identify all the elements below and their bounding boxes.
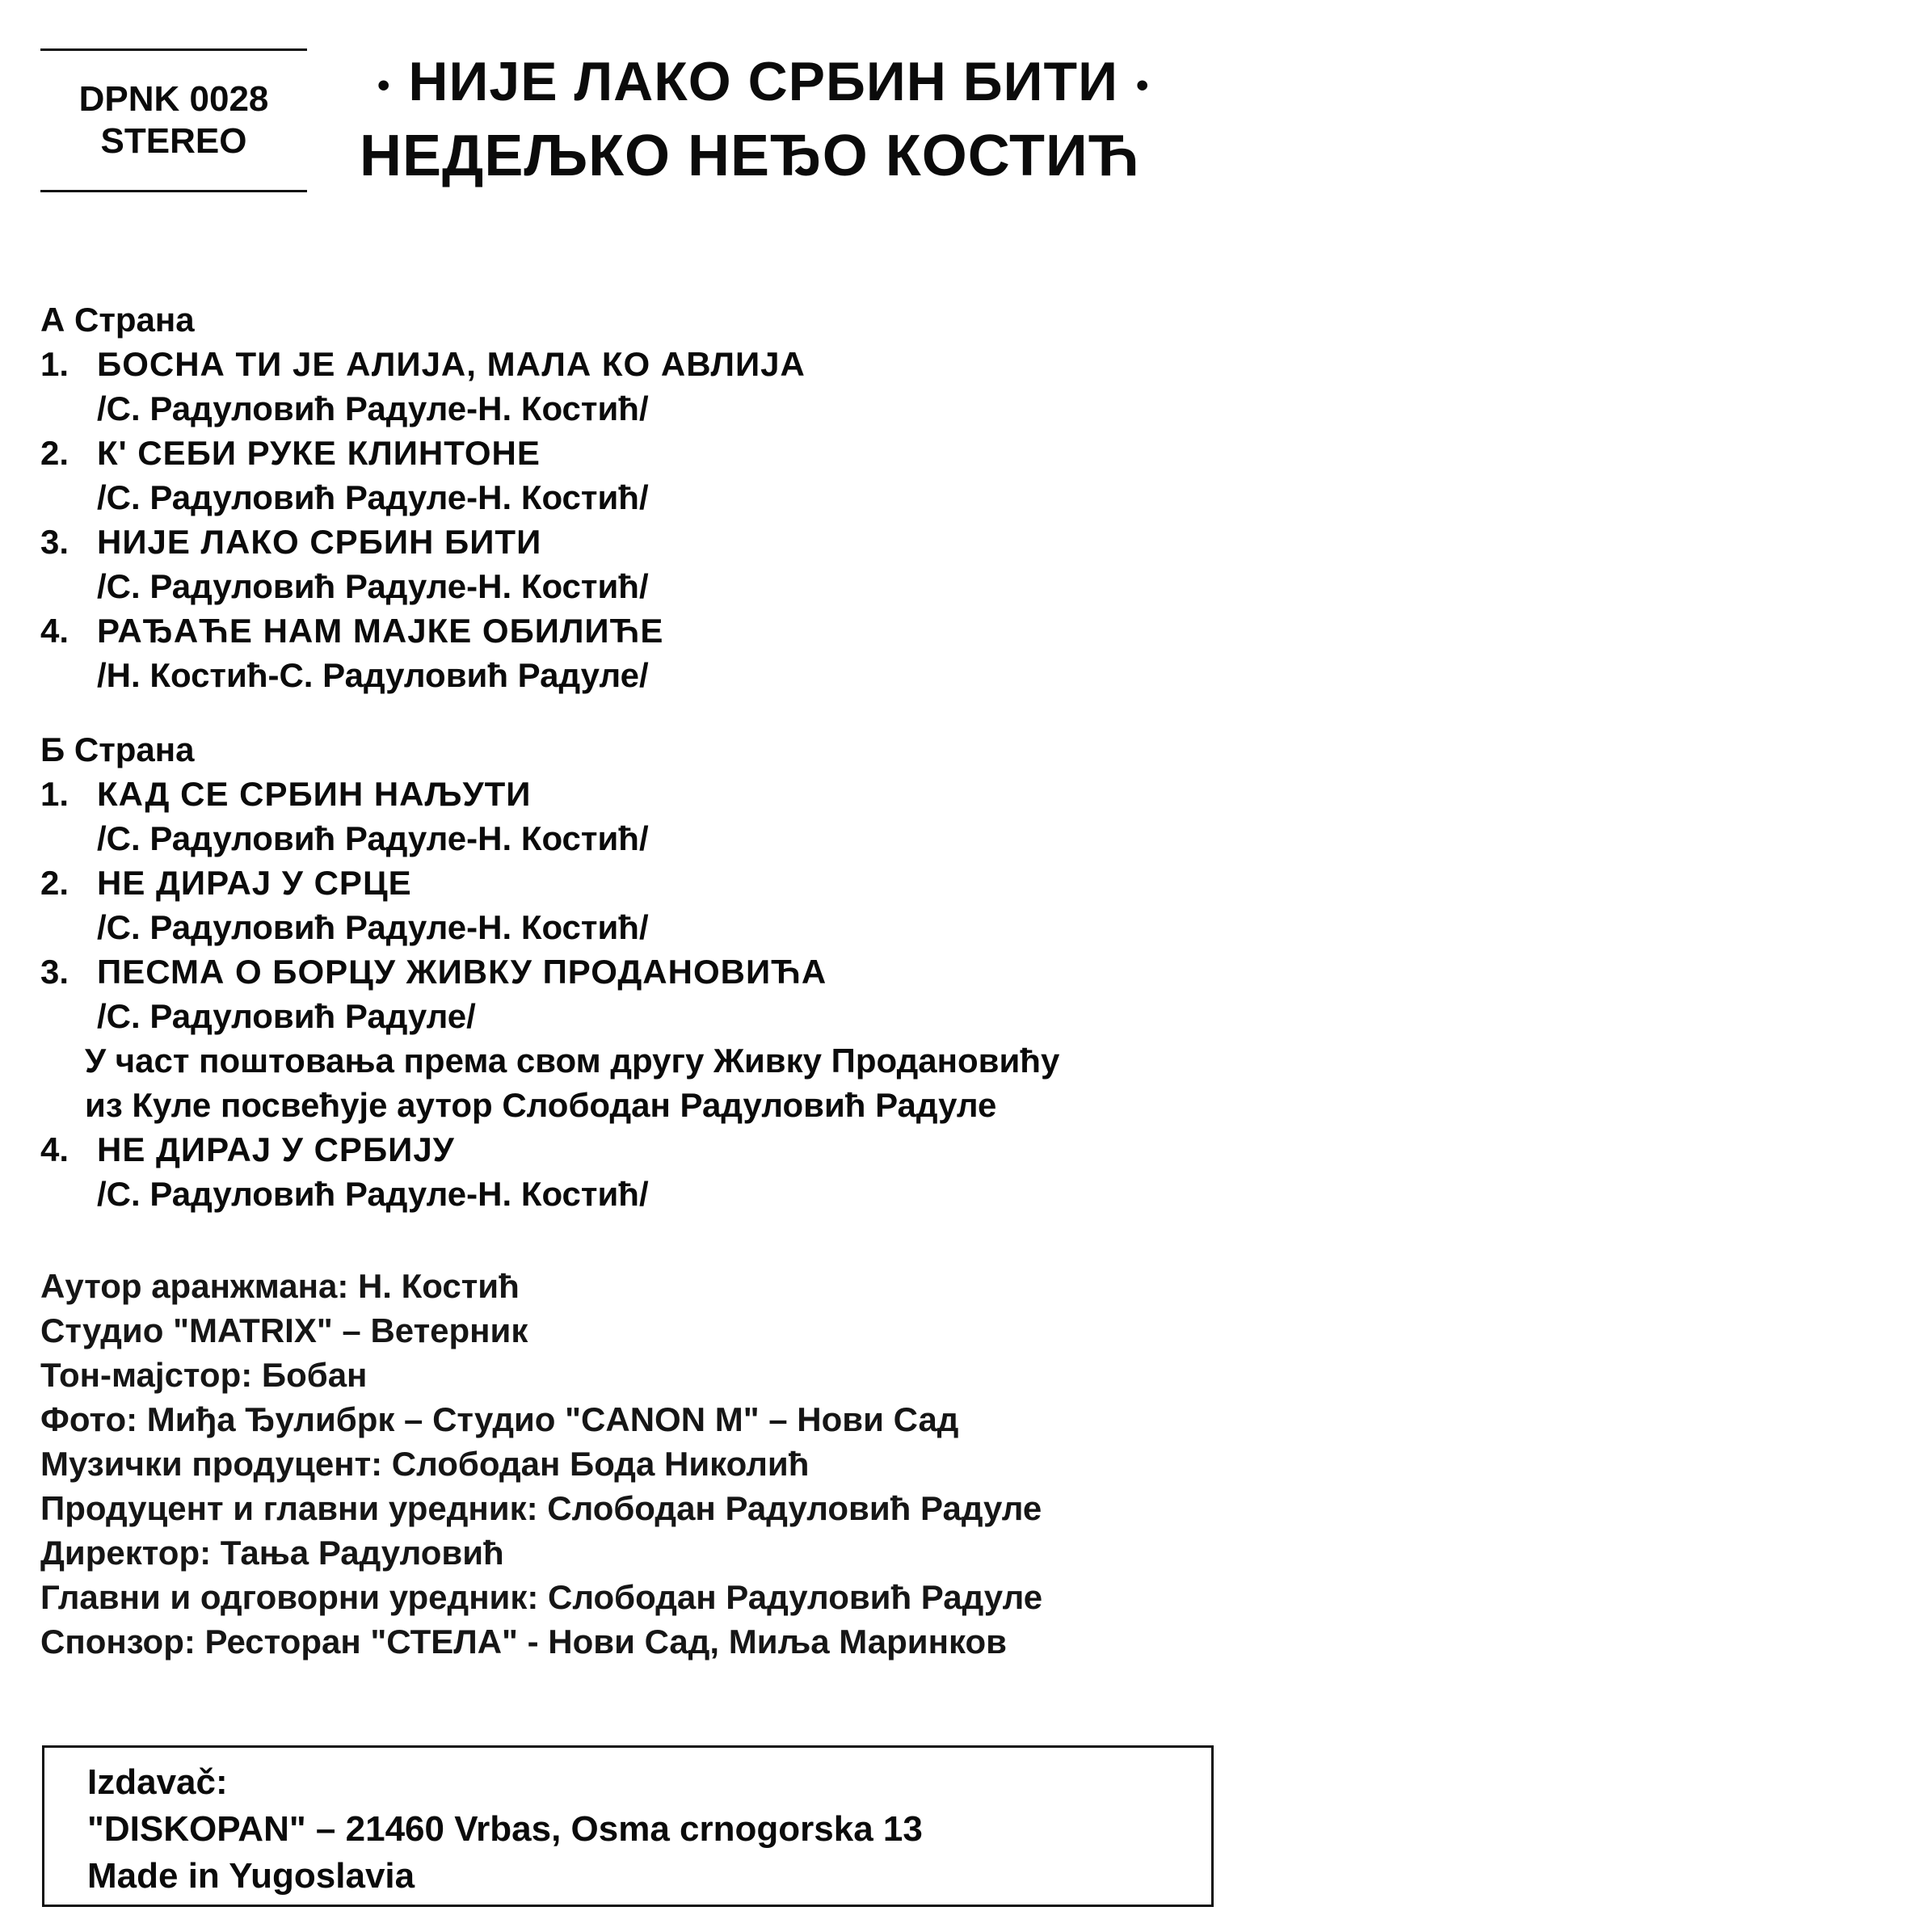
track-number: 2. xyxy=(40,434,69,472)
track-row xyxy=(40,342,1252,386)
bullet-icon: • xyxy=(377,65,391,106)
track-number: 4. xyxy=(40,1130,69,1168)
track-title: НИЈЕ ЛАКО СРБИН БИТИ xyxy=(97,523,542,561)
credit-line: Фото: Миђа Ђулибрк – Студио "CANON M" – Нови Сад xyxy=(40,1400,959,1438)
publisher-box xyxy=(42,1745,1214,1907)
side-a xyxy=(40,297,1252,697)
credit-line: Директор: Тања Радуловић xyxy=(40,1534,504,1572)
side-b xyxy=(40,727,1252,1216)
track-title: ПЕСМА О БОРЦУ ЖИВКУ ПРОДАНОВИЋА xyxy=(97,953,827,991)
credit-line: Тон-мајстор: Бобан xyxy=(40,1356,368,1394)
album-title-line xyxy=(360,48,1167,119)
track-title: НЕ ДИРАЈ У СРБИЈУ xyxy=(97,1130,455,1168)
catalog-number: DPNK 0028 xyxy=(78,79,269,119)
track-number: 3. xyxy=(40,953,69,991)
track-row xyxy=(40,431,1252,475)
track-title: НЕ ДИРАЈ У СРЦЕ xyxy=(97,864,412,902)
publisher-address: "DISKOPAN" – 21460 Vrbas, Osma crnogorska 13 xyxy=(87,1809,923,1849)
track-row xyxy=(40,861,1252,905)
track-number: 1. xyxy=(40,345,69,383)
dedication-note-line: из Куле посвећује аутор Слободан Радуловић Радуле xyxy=(85,1086,997,1124)
credit-line: Студио "MATRIX" – Ветерник xyxy=(40,1311,528,1349)
track-author: /Н. Костић-С. Радуловић Радуле/ xyxy=(97,656,649,694)
track-author: /С. Радуловић Радуле-Н. Костић/ xyxy=(97,567,649,605)
made-in: Made in Yugoslavia xyxy=(87,1856,415,1896)
title-block xyxy=(360,48,1167,193)
track-row xyxy=(40,949,1252,994)
track-author: /С. Радуловић Радуле-Н. Костић/ xyxy=(97,389,649,427)
track-row xyxy=(40,1127,1252,1172)
track-author: /С. Радуловић Радуле-Н. Костић/ xyxy=(97,819,649,857)
track-title: К' СЕБИ РУКЕ КЛИНТОНЕ xyxy=(97,434,541,472)
track-number: 1. xyxy=(40,775,69,813)
credit-line: Музички продуцент: Слободан Бода Николић xyxy=(40,1445,810,1483)
track-author: /С. Радуловић Радуле-Н. Костић/ xyxy=(97,478,649,516)
credit-line: Продуцент и главни уредник: Слободан Радуловић Радуле xyxy=(40,1489,1042,1527)
credits xyxy=(40,1264,1252,1664)
track-row xyxy=(40,520,1252,564)
catalog-box xyxy=(40,48,307,192)
credit-line: Спонзор: Ресторан "СТЕЛА" - Нови Сад, Миља Маринков xyxy=(40,1623,1007,1661)
track-title: РАЂАЋЕ НАМ МАЈКЕ ОБИЛИЋЕ xyxy=(97,612,664,650)
dedication-note-line: У част поштовања према свом другу Живку Продановићу xyxy=(85,1042,1060,1080)
track-number: 3. xyxy=(40,523,69,561)
artist-name: НЕДЕЉКО НЕЂО КОСТИЋ xyxy=(360,124,1140,189)
album-title: НИЈЕ ЛАКО СРБИН БИТИ xyxy=(408,51,1118,112)
credit-line: Главни и одговорни уредник: Слободан Радуловић Радуле xyxy=(40,1578,1043,1616)
track-author: /С. Радуловић Радуле-Н. Костић/ xyxy=(97,1175,649,1213)
track-title: БОСНА ТИ ЈЕ АЛИЈА, МАЛА КО АВЛИЈА xyxy=(97,345,806,383)
track-author: /С. Радуловић Радуле-Н. Костић/ xyxy=(97,908,649,946)
publisher-label: Izdavač: xyxy=(87,1762,228,1802)
track-listing xyxy=(40,297,1252,1664)
credit-line: Аутор аранжмана: Н. Костић xyxy=(40,1267,520,1305)
bullet-icon: • xyxy=(1135,65,1150,106)
catalog-format: STEREO xyxy=(100,121,247,161)
side-b-label: Б Страна xyxy=(40,730,195,768)
track-row xyxy=(40,608,1252,653)
track-number: 2. xyxy=(40,864,69,902)
track-row xyxy=(40,772,1252,816)
side-a-label: А Страна xyxy=(40,301,195,339)
track-author: /С. Радуловић Радуле/ xyxy=(97,997,476,1035)
track-title: КАД СЕ СРБИН НАЉУТИ xyxy=(97,775,532,813)
track-number: 4. xyxy=(40,612,69,650)
